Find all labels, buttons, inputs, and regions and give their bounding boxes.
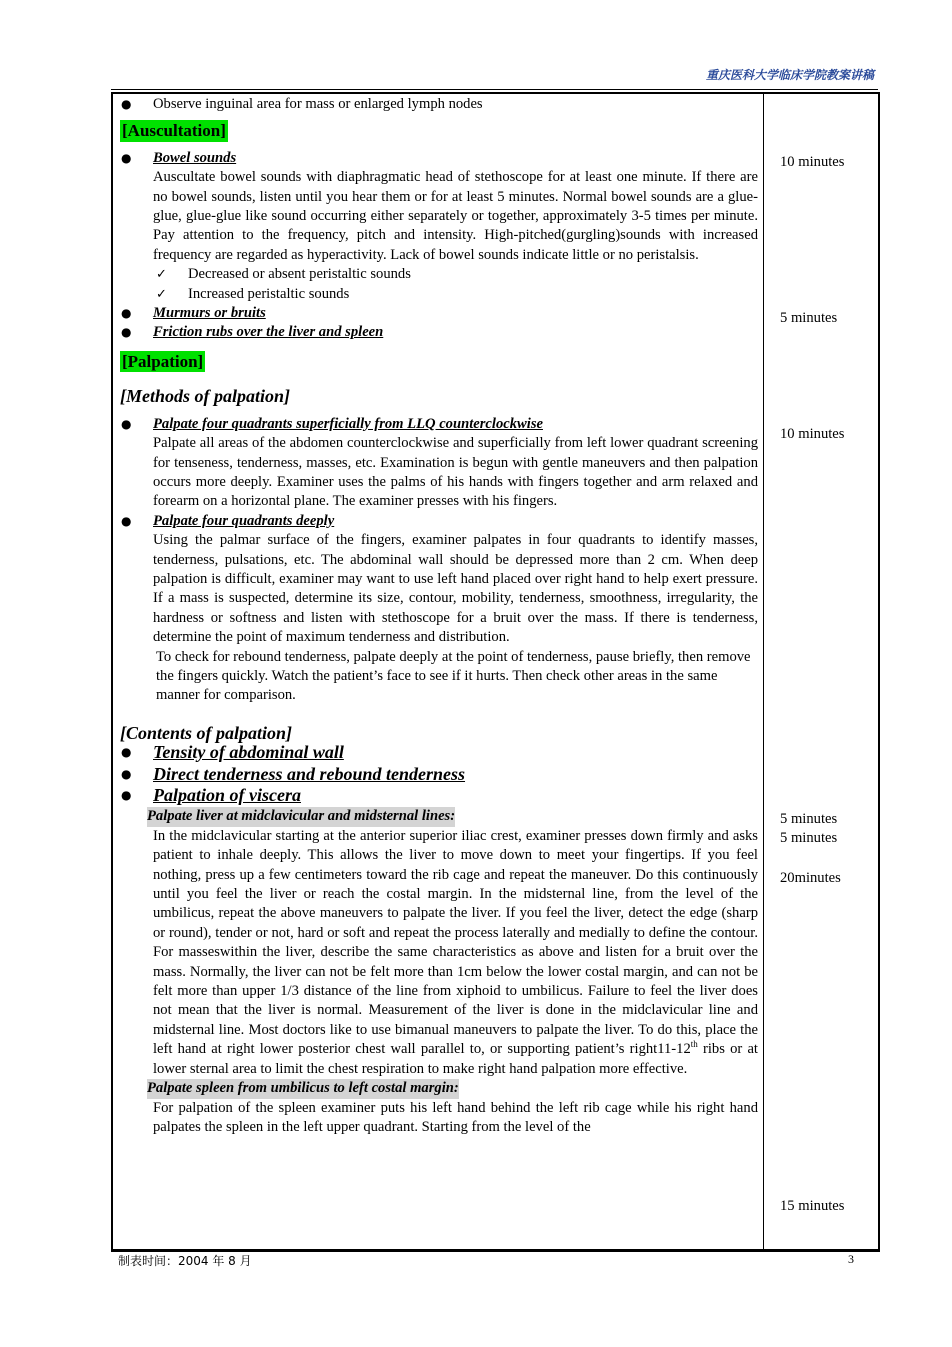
friction-title: Friction rubs over the liver and spleen <box>153 324 384 341</box>
section-auscultation: [Auscultation] <box>122 121 226 141</box>
method-deep-text: Using the palmar surface of the fingers, examiner palpates in four quadrants to identify masses, tenderness, pulsations, etc. The abdominal wall should be depressed more than 2 cm. When deep palpation is difficult, examiner may want to use left hand placed over right hand to help exert pressure. If a mass is suspected, determine its size, contour, mobility, tenderness, smoothness, irregularity, the hardness or softness and listen with stethoscope for a bruit over the mass. If there is tenderness, determine the point of maximum tenderness and distribution. <box>153 532 758 646</box>
liver-text: In the midclavicular starting at the anterior superior iliac crest, examiner presses down firmly and asks patient to inhale deeply. This allows the liver to move down to meet your fingertips. If you feel nothing, press up a few centimeters toward the rib cage and repeat the maneuver. Do this continuously until you feel the liver or reach the costal margin. In the midsternal line, from the level of the umbilicus, repeat the above maneuvers to palpate the liver. If you feel the liver, detect the edge (sharp or round), tender or not, hard or soft and repeat the process laterally and medially to define the contour. For masseswithin the liver, describe the same characteristics as above and listen for a bruit over the mass. Normally, the liver can not be felt more than 1cm below the lower costal margin, and can not be felt more than upper 1/3 distance of the line from xiphoid to umbilicus. Failure to feel the liver does not mean that the liver is normal. Measurement of the liver is done in the midclavicular line and midsternal line. Most doctors like to use bimanual maneuvers to palpate the liver. To do this, place the left hand at right lower posterior chest wall parallel to, or supporting patient’s right11-12th ribs or at lower sternal area to limit the chest respiration to make right hand palpation more effective. <box>153 827 758 1077</box>
bullet-inguinal: ● Observe inguinal area for mass or enlarged lymph nodes <box>118 95 758 114</box>
bowel-sounds-title: Bowel sounds <box>153 149 237 166</box>
contents-tenderness: Direct tenderness and rebound tenderness <box>153 763 466 784</box>
time-bowel: 10 minutes <box>780 154 845 170</box>
time-methods: 10 minutes <box>780 426 845 442</box>
lesson-content <box>118 95 758 1137</box>
header-rule <box>111 89 878 90</box>
column-divider <box>763 94 764 1249</box>
document-header: 重庆医科大学临床学院教案讲稿 <box>705 68 874 82</box>
check-increased: ✓ Increased peristaltic sounds <box>118 285 758 304</box>
method-superficial-text: Palpate all areas of the abdomen counterclockwise and superficially from left lower quadrant screening for tenseness, tenderness, masses, etc. Examination is begun with gentle maneuvers and then palpation occurs more deeply. Examiner uses the palms of his hands with fingers together and arm relaxed and forearm on a horizontal plane. The examiner presses with his fingers. <box>153 435 758 510</box>
method-deep-title: Palpate four quadrants deeply <box>153 512 335 529</box>
method-superficial-title: Palpate four quadrants superficially from LLQ counterclockwise <box>153 415 543 432</box>
time-tensity: 5 minutes <box>780 811 838 827</box>
spleen-text: For palpation of the spleen examiner puts his left hand behind the left rib cage while his right hand palpates the spleen in the left upper quadrant. Starting from the level of the <box>153 1099 758 1135</box>
murmurs-title: Murmurs or bruits <box>153 305 266 322</box>
check-decreased: ✓ Decreased or absent peristaltic sounds <box>118 265 758 284</box>
methods-heading: [Methods of palpation] <box>120 386 291 407</box>
time-murmurs: 5 minutes <box>780 310 838 326</box>
spleen-title: Palpate spleen from umbilicus to left costal margin: <box>147 1079 459 1098</box>
time-viscera: 20minutes <box>780 870 841 886</box>
time-spleen: 15 minutes <box>780 1198 845 1214</box>
lesson-table <box>111 92 880 1252</box>
contents-viscera: Palpation of viscera <box>153 785 301 805</box>
time-tenderness: 5 minutes <box>780 830 838 846</box>
section-palpation: [Palpation] <box>122 351 204 371</box>
contents-tensity: Tensity of abdominal wall <box>153 742 344 763</box>
bowel-sounds-text: Auscultate bowel sounds with diaphragmatic head of stethoscope for at least one minute. If there are no bowel sounds, listen until you hear them or for at least 5 minutes. Normal bowel sounds are a glue-glue, glue-glue like sound occurring either separately or together, approximately 3-5 times per minute. Pay attention to the frequency, pitch and intensity. High-pitched(gurgling)sounds with increased frequency are regarded as hyperactivity. Lack of bowel sounds indicate little or no peristalsis. <box>153 169 758 263</box>
contents-heading: [Contents of palpation] <box>120 722 293 743</box>
page-number: 3 <box>848 1252 854 1266</box>
footer-date: 制表时间：2004 年 8 月 <box>118 1254 252 1268</box>
liver-title: Palpate liver at midclavicular and midsternal lines: <box>147 807 455 826</box>
rebound-text: To check for rebound tenderness, palpate deeply at the point of tenderness, pause briefly, then remove the fingers quickly. Watch the patient’s face to see if it hurts. Then check other areas in the same manner for comparison. <box>156 648 751 704</box>
